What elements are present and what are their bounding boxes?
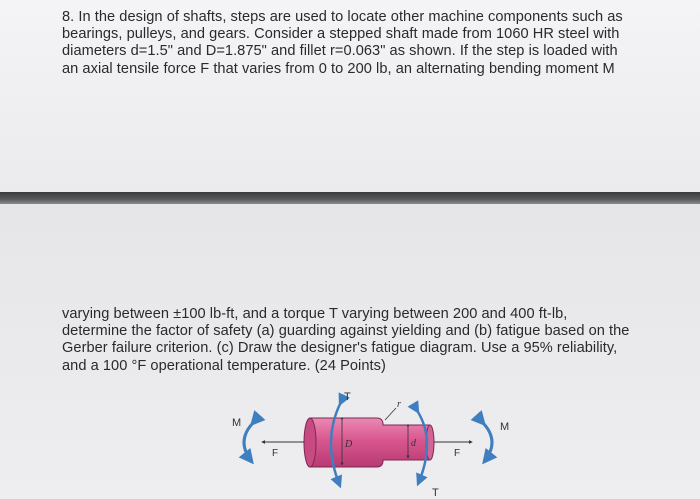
page-divider-bar xyxy=(0,192,700,204)
fillet-r-leader xyxy=(385,408,396,420)
moment-arc-right xyxy=(484,424,492,462)
force-label-right: F xyxy=(454,448,461,459)
force-label-left: F xyxy=(272,448,279,459)
moment-label-right: M xyxy=(500,421,510,433)
torque-label-bottom: T xyxy=(432,487,439,498)
problem-text-part2: varying between ±100 lb-ft, and a torque T varying between 200 and 400 ft-lb, determine the factor of safety (a) guarding against yielding and (b) fatigue based on the Gerber failure criterion. (c) Draw the designer's fatigue diagram. Use a 95% reliability, and a 100 °F operational temperature. (24 Points) xyxy=(62,306,630,374)
moment-label-left: M xyxy=(232,417,242,429)
problem-text-part1: 8. In the design of shafts, steps are used to locate other machine components such as bearings, pulleys, and gears. Consider a stepped shaft made from 1060 HR steel with diameters d=1.5" and D=1.875" and fillet r=0.063" as shown. If the step is loaded with an axial tensile force F that varies from 0 to 200 lb, an alternating bending moment M xyxy=(62,9,623,77)
stepped-shaft-figure xyxy=(222,390,522,498)
dimension-D-label: D xyxy=(345,439,353,450)
shaft-left-end xyxy=(304,418,316,467)
moment-arc-left xyxy=(244,424,252,462)
dimension-d-label: d xyxy=(411,438,416,449)
torque-label-top: T xyxy=(344,391,351,403)
fillet-r-label: r xyxy=(397,399,401,410)
